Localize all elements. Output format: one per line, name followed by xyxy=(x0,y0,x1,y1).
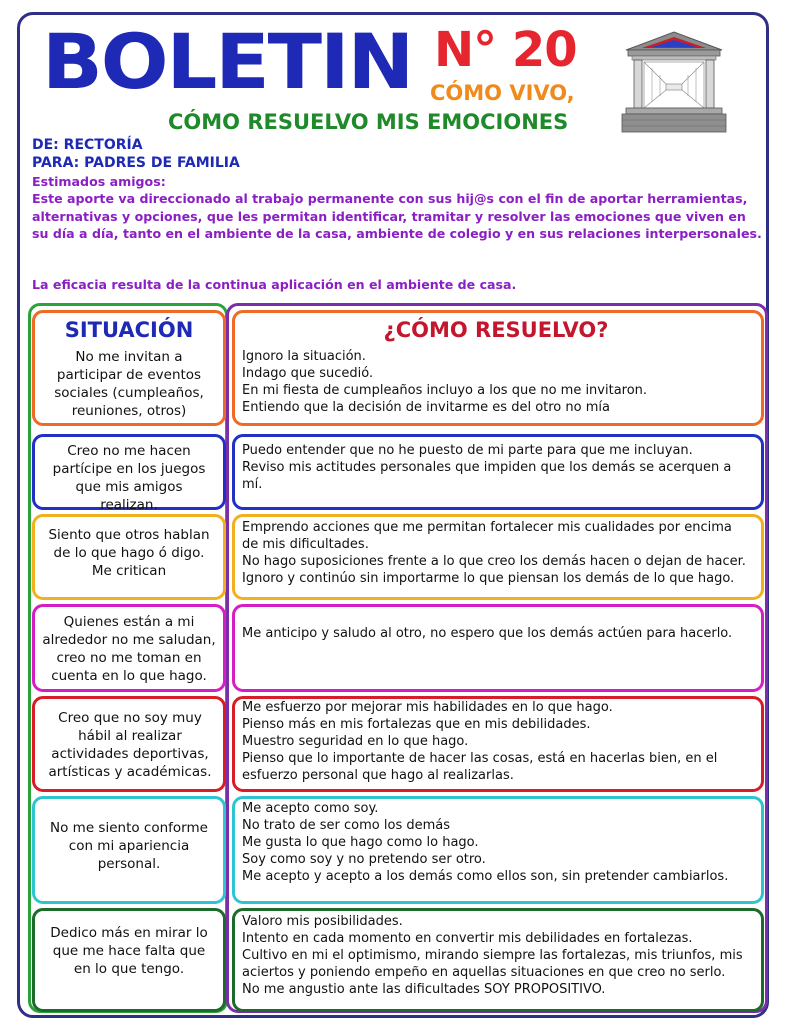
subtitle-line-1: CÓMO VIVO, xyxy=(430,81,575,105)
resolution-line: No me angustio ante las dificultades SOY PROPOSITIVO. xyxy=(242,982,606,997)
situation-text: Creo que no soy muy hábil al realizar actividades deportivas, artísticas y académicas. xyxy=(48,710,212,780)
resolution-list xyxy=(242,625,752,642)
letter-greeting: Estimados amigos: xyxy=(32,174,166,189)
resolution-line: Entiendo que la decisión de invitarme es del otro no mía xyxy=(242,400,610,415)
resolution-line: Emprendo acciones que me permitan fortalecer mis cualidades por encima de mis dificultades. xyxy=(242,520,736,552)
resolution-line: Reviso mis actitudes personales que impiden que los demás se acerquen a mí. xyxy=(242,460,736,492)
situation-text: Siento que otros hablan de lo que hago ó digo. Me critican xyxy=(48,527,210,579)
situation-text: No me siento conforme con mi apariencia personal. xyxy=(50,820,208,872)
resolution-line: Pienso que lo importante de hacer las cosas, está en hacerlas bien, en el esfuerzo personal que hago al realizarlas. xyxy=(242,751,722,783)
situation-text: Creo no me hacen partícipe en los juegos que mis amigos realizan. xyxy=(52,443,206,513)
subtitle-line-2: CÓMO RESUELVO MIS EMOCIONES xyxy=(168,110,569,134)
resolution-line: Me esfuerzo por mejorar mis habilidades en lo que hago. xyxy=(242,700,613,715)
resolution-line: En mi fiesta de cumpleaños incluyo a los que no me invitaron. xyxy=(242,383,648,398)
resolution-line: Puedo entender que no he puesto de mi parte para que me incluyan. xyxy=(242,443,693,458)
resolution-list xyxy=(242,519,752,587)
bulletin-number: N° 20 xyxy=(434,22,577,78)
resolution-line: Ignoro y continúo sin importarme lo que piensan los demás de lo que hago. xyxy=(242,571,735,586)
situation-text: Quienes están a mi alrededor no me saludan, creo no me toman en cuenta en lo que hago. xyxy=(42,614,216,684)
resolution-line: No hago suposiciones frente a lo que creo los demás hacen o dejan de hacer. xyxy=(242,554,746,569)
resolution-line: Intento en cada momento en convertir mis debilidades en fortalezas. xyxy=(242,931,693,946)
resolution-cell xyxy=(232,604,764,692)
resolution-line: No trato de ser como los demás xyxy=(242,818,451,833)
letter-to: PARA: PADRES DE FAMILIA xyxy=(32,155,240,171)
resolution-list xyxy=(242,442,752,493)
letter-closing: La eficacia resulta de la continua aplicación en el ambiente de casa. xyxy=(32,277,517,292)
resolution-line: Indago que sucedió. xyxy=(242,366,374,381)
resolution-line: Me anticipo y saludo al otro, no espero que los demás actúen para hacerlo. xyxy=(242,626,733,641)
letter-from: DE: RECTORÍA xyxy=(32,137,143,153)
resolution-line: Valoro mis posibilidades. xyxy=(242,914,403,929)
resolution-line: Soy como soy y no pretendo ser otro. xyxy=(242,852,486,867)
resolution-line: Me gusta lo que hago como lo hago. xyxy=(242,835,479,850)
resolution-list xyxy=(242,699,752,784)
letter-body: Este aporte va direccionado al trabajo permanente con sus hij@s con el fin de aportar herramientas, alternativas y opciones, que les permitan identificar, tramitar y resolver las emociones que viven en su día a día, tanto en el ambiente de la casa, ambiente de colegio y en sus relaciones interpersonales. xyxy=(32,191,762,241)
resolution-line: Muestro seguridad en lo que hago. xyxy=(242,734,469,749)
resolution-line: Cultivo en mi el optimismo, mirando siempre las fortalezas, mis triunfos, mis aciertos y poniendo empeño en aquellas situaciones en que creo no serlo. xyxy=(242,948,747,980)
situation-text: Dedico más en mirar lo que me hace falta que en lo que tengo. xyxy=(50,925,208,977)
bulletin-title: BOLETIN xyxy=(42,17,413,106)
resolution-list xyxy=(242,800,752,885)
resolution-column-header: ¿CÓMO RESUELVO? xyxy=(383,318,609,342)
situation-column-header: SITUACIÓN xyxy=(64,318,194,342)
resolution-line: Pienso más en mis fortalezas que en mis debilidades. xyxy=(242,717,591,732)
resolution-line: Me acepto y acepto a los demás como ellos son, sin pretender cambiarlos. xyxy=(242,869,729,884)
resolution-list xyxy=(242,913,752,998)
situation-text: No me invitan a participar de eventos sociales (cumpleaños, reuniones, otros) xyxy=(54,349,204,419)
resolution-list xyxy=(242,348,752,416)
school-building-icon xyxy=(620,28,728,136)
resolution-line: Me acepto como soy. xyxy=(242,801,379,816)
resolution-line: Ignoro la situación. xyxy=(242,349,366,364)
